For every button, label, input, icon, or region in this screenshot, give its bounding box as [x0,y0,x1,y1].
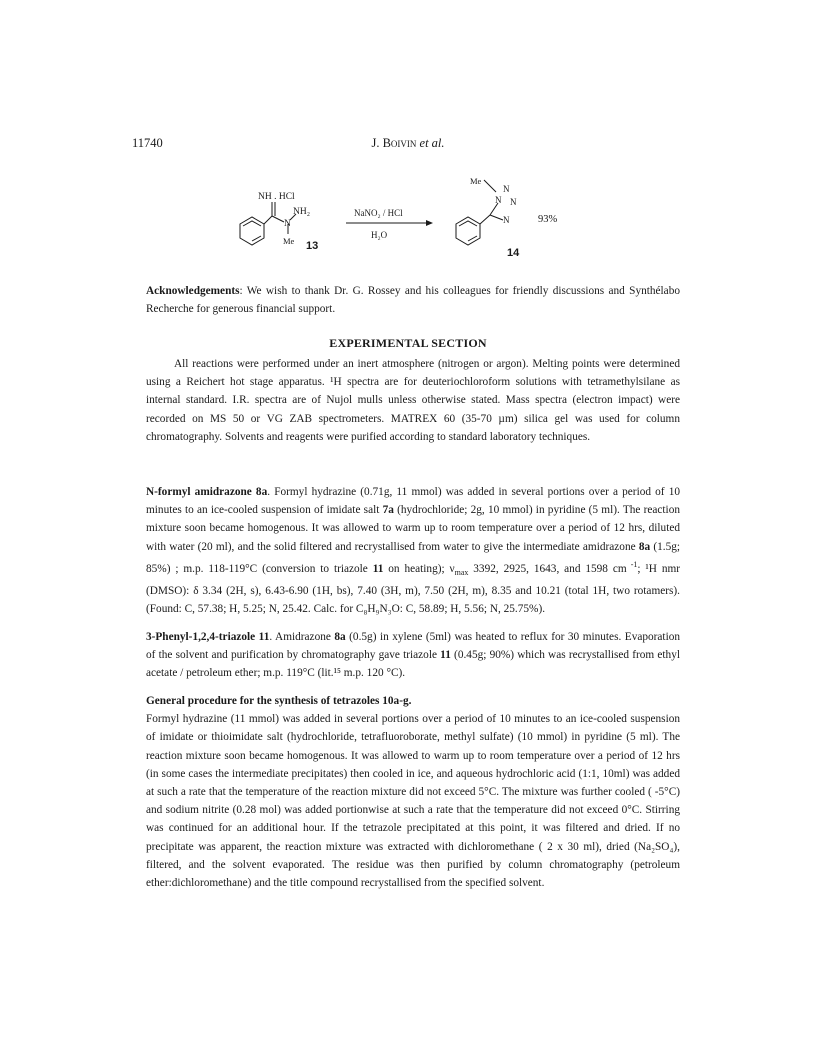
general-text: Formyl hydrazine (11 mmol) was added in several portions over a period of 10 minutes to an ice-cooled suspension of imidate or thioimidate salt (hydrochloride, tetrafluoroborate, methyl sulfate) (10 mmol) in pyridine (5 ml). The reaction mixture soon became homogenous. It was allowed to warm up to room temperature over a period of 12 hrs (in some cases the intermediate precipitates) then cooled in ice, and aqueous hydrochloric acid (1:1, 10ml) was added at such a rate that the temperature of the reaction mixture did not exceed 5°C. The mixture was further cooled ( -5°C) and sodium nitrite (0.28 mol) was added portionwise at such a rate that the temperature did not exceed 0°C. Stirring was continued for an additional hour. If the tetrazole precipitated at this point, it was filtered and dried. If no precipitate was apparent, the reaction mixture was extracted with dichloromethane ( 2 x 30 ml), dried (Na₂SO₄), filtered, and the solvent evaporated. The residue was then purified by column chromatography (petroleum ether:dichloromethane) and the title compound recrystallised from the specified solvent. [146,713,680,890]
reaction-scheme [220,176,600,260]
compound-ref: 11 [372,562,384,575]
compound-ref: 8a [638,540,651,553]
product-n1-label: N [495,195,502,205]
triazole-heading: 3-Phenyl-1,2,4-triazole 11 [146,631,270,643]
compound-14-label: 14 [507,247,520,259]
compound-ref: 8a [334,631,346,643]
start-hcl-label: NH . HCl [258,192,295,202]
acknowledgements-text: : We wish to thank Dr. G. Rossey and his colleagues for friendly discussions and Synthélabo Recherche for generous financial support. [146,285,680,316]
experimental-intro-text: All reactions were performed under an inert atmosphere (nitrogen or argon). Melting points were determined using a Reichert hot stage apparatus. ¹H spectra are for deuteriochloroform solutions with tetramethylsilane as internal standard. I.R. spectra are of Nujol mulls unless otherwise stated. Mass spectra (electron impact) were recorded on MS 50 or VG ZAB spectrometers. MATREX 60 (35-70 µm) silica gel was used for column chromatography. Solvents and reagents were purified according to standard laboratory techniques. [146,358,680,443]
reagent-bottom: H₂O [371,230,388,240]
acknowledgements [146,282,680,318]
product-n3-label: N [510,197,517,207]
amidrazone-text: (1.5g; 85%) ; m.p. 118-119°C (conversion to triazole [146,540,681,575]
amidrazone-text: on heating); ν [383,562,455,575]
triazole-text: (0.45g; 90%) which was recrystallised from ethyl acetate / petroleum ether; m.p. 119°C (lit.¹⁵ m.p. 120 °C). [146,649,680,680]
superscript-minus1: -1 [626,559,638,569]
amidrazone-text: (hydrochloride; 2g, 10 mmol) in pyridine (5 ml). The reaction mixture soon became homogenous. It was allowed to warm up to room temperature over a period of 12 hrs, diluted with water (20 ml), and the solid filtered and recrystallised from water to give the intermediate amidrazone [146,504,680,553]
compound-ref: 11 [440,649,451,662]
amidrazone-text: . Formyl hydrazine (0.71g, 11 mmol) was added in several portions over a period of 10 minutes to an ice-cooled suspension of imidate salt [146,486,681,517]
product-n2-label: N [503,184,510,194]
general-procedure [146,692,680,892]
general-heading: General procedure for the synthesis of tetrazoles 10a-g. [146,695,412,707]
compound-ref: 7a [382,504,394,517]
acknowledgements-heading: Acknowledgements [146,285,240,297]
yield-label: 93% [538,214,558,225]
amidrazone-heading: N-formyl amidrazone 8a [146,486,268,498]
compound-13-label: 13 [306,240,319,252]
start-nh2-label: NH₂ [293,207,311,217]
running-header-author: J. Boivin [371,136,417,150]
benzene-ring-product [456,180,503,245]
triazole-paragraph [146,628,680,683]
amidrazone-paragraph [146,483,680,618]
running-header-etal: et al. [419,136,445,150]
amidrazone-text: ; ¹H nmr (DMSO): δ 3.34 (2H, s), 6.43-6.90 (1H, bs), 7.40 (3H, m), 7.50 (2H, m), 8.35 and 10.21 (total 1H, two rotamers). (Found: C, 57.38; H, 5.25; N, 25.42. Calc. for C₈H₉N₃O: C, 58.89; H, 5.56; N, 25.75%). [146,562,681,616]
reagent-top: NaNO₂ / HCl [354,208,403,218]
experimental-intro [146,355,680,446]
triazole-text: . Amidrazone [269,631,335,643]
amidrazone-text: 3392, 2925, 1643, and 1598 cm [468,562,627,575]
triazole-text: (0.5g) in xylene (5ml) was heated to reflux for 30 minutes. Evaporation of the solvent and purification by chromatography gave triazole [146,631,680,662]
start-n-label: N [284,219,291,229]
product-me-label: Me [470,176,482,186]
start-me-label: Me [283,236,295,246]
reaction-arrow-head [426,220,433,226]
subscript-max: max [454,567,469,577]
product-n4-label: N [503,215,510,225]
section-title: EXPERIMENTAL SECTION [329,336,487,350]
reaction-scheme-svg [220,176,600,260]
page-number: 11740 [132,136,163,150]
running-header [0,136,816,151]
